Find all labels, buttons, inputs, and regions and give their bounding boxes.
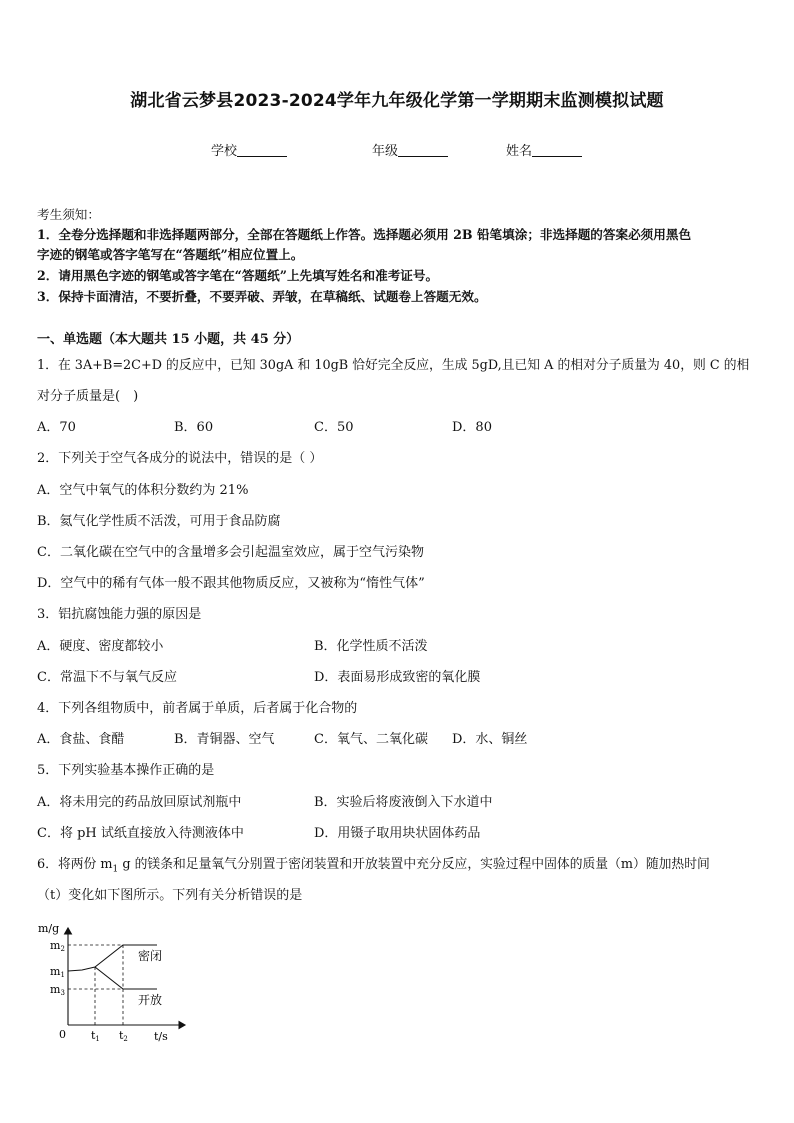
notice-item-1-line-1: 1．全卷分选择题和非选择题两部分，全部在答题纸上作答。选择题必须用 2B 铅笔填涂；非选择题的答案必须用黑色 — [37, 227, 692, 242]
school-field — [211, 140, 287, 159]
q2-option-c[interactable]: C．二氧化碳在空气中的含量增多会引起温室效应，属于空气污染物 — [37, 545, 424, 560]
q5-option-c[interactable]: C．将 pH 试纸直接放入待测液体中 — [37, 826, 244, 841]
t2-label: t2 — [119, 1029, 128, 1043]
q2-option-d[interactable]: D．空气中的稀有气体一般不跟其他物质反应，又被称为“惰性气体” — [37, 576, 425, 591]
mass-time-graph — [30, 918, 200, 1048]
q3-option-b[interactable]: B．化学性质不活泼 — [314, 639, 428, 654]
notice-item-2: 2．请用黑色字迹的钢笔或答字笔在“答题纸”上先填写姓名和准考证号。 — [37, 268, 439, 283]
q1-option-c[interactable]: C．50 — [314, 420, 354, 435]
q1-stem-line-2: 对分子质量是( ) — [37, 389, 139, 404]
open-label: 开放 — [138, 993, 163, 1007]
q2-option-b[interactable]: B．氦气化学性质不活泼，可用于食品防腐 — [37, 514, 281, 529]
name-field — [506, 140, 582, 159]
x-axis-label: t/s — [154, 1030, 168, 1043]
open-curve — [95, 967, 157, 989]
q3-option-d[interactable]: D．表面易形成致密的氧化膜 — [314, 670, 481, 685]
q6-stem-subscript: 1 — [112, 864, 119, 875]
q4-option-d[interactable]: D．水、铜丝 — [452, 732, 528, 747]
q4-option-b[interactable]: B．青铜器、空气 — [174, 732, 275, 747]
grade-label: 年级 — [372, 144, 399, 159]
name-label: 姓名 — [506, 144, 533, 159]
q6-stem-line-2: （t）变化如下图所示。下列有关分析错误的是 — [37, 888, 303, 903]
q3-option-c[interactable]: C．常温下不与氧气反应 — [37, 670, 177, 685]
q6-stem-part-a: 6．将两份 m — [37, 857, 113, 872]
notice-heading: 考生须知： — [37, 207, 100, 222]
q5-option-b[interactable]: B．实验后将废液倒入下水道中 — [314, 795, 493, 810]
m1-label: m1 — [50, 965, 65, 979]
q4-option-a[interactable]: A．食盐、食醋 — [37, 732, 125, 747]
name-blank[interactable] — [532, 143, 582, 157]
grade-field — [372, 140, 448, 159]
q4-option-c[interactable]: C．氧气、二氧化碳 — [314, 732, 428, 747]
notice-item-1-line-2: 字迹的钢笔或答字笔写在“答题纸”相应位置上。 — [37, 247, 304, 262]
q6-stem-part-b: g 的镁条和足量氧气分别置于密闭装置和开放装置中充分反应，实验过程中固体的质量（m）随加热时间 — [118, 857, 710, 872]
page-title: 湖北省云梦县2023-2024学年九年级化学第一学期期末监测模拟试题 — [130, 91, 664, 111]
school-blank[interactable] — [237, 143, 287, 157]
q4-stem: 4．下列各组物质中，前者属于单质，后者属于化合物的 — [37, 701, 358, 716]
q5-option-d[interactable]: D．用镊子取用块状固体药品 — [314, 826, 481, 841]
t1-label: t1 — [91, 1029, 100, 1043]
notice-item-3: 3．保持卡面清洁，不要折叠，不要弄破、弄皱，在草稿纸、试题卷上答题无效。 — [37, 289, 487, 304]
q3-option-a[interactable]: A．硬度、密度都较小 — [37, 639, 164, 654]
m3-label: m3 — [50, 983, 65, 997]
shared-curve — [68, 967, 95, 971]
origin-label: 0 — [59, 1028, 66, 1041]
q5-stem: 5．下列实验基本操作正确的是 — [37, 763, 215, 778]
q1-option-a[interactable]: A．70 — [37, 420, 76, 435]
school-label: 学校 — [211, 144, 238, 159]
q2-stem: 2．下列关于空气各成分的说法中，错误的是（ ） — [37, 451, 323, 466]
q6-stem-line-1 — [37, 853, 710, 875]
y-axis-label: m/g — [38, 922, 60, 935]
section-heading: 一、单选题（本大题共 15 小题，共 45 分） — [37, 332, 300, 347]
q3-stem: 3．铝抗腐蚀能力强的原因是 — [37, 607, 202, 622]
closed-label: 密闭 — [138, 949, 163, 963]
q1-option-b[interactable]: B．60 — [174, 420, 214, 435]
q1-option-d[interactable]: D．80 — [452, 420, 492, 435]
q1-stem-line-1: 1．在 3A+B=2C+D 的反应中，已知 30gA 和 10gB 恰好完全反应，生成 5gD,且已知 A 的相对分子质量为 40，则 C 的相 — [37, 358, 750, 373]
q2-option-a[interactable]: A．空气中氧气的体积分数约为 21% — [37, 483, 249, 498]
m2-label: m2 — [50, 939, 65, 953]
grade-blank[interactable] — [398, 143, 448, 157]
q5-option-a[interactable]: A．将未用完的药品放回原试剂瓶中 — [37, 795, 242, 810]
